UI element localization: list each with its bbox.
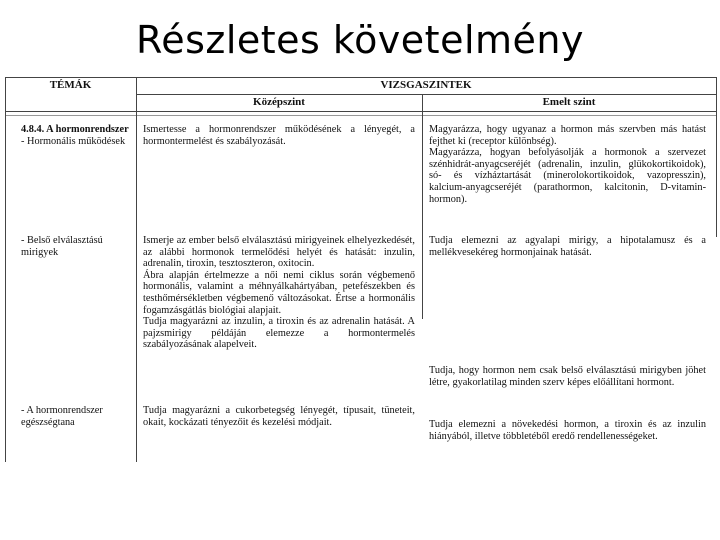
row1-topic-heading: 4.8.4. A hormonrendszer <box>21 124 129 135</box>
row1-emelt-p2: Magyarázza, hogyan befolyásolják a hormonok a szervezet szénhidrát-anyagcseréjét (adrenalin, inzulin, glükokortikoidok), só- és vízháztartását (minerolokortikoidok, vazopresszin), kalcium-anyagcseréjét (parathormon, kalcitonin, D-vitamin-hormon). <box>429 147 706 205</box>
header-temak: TÉMÁK <box>49 79 92 91</box>
right-border <box>716 77 717 237</box>
header-emelt-szint: Emelt szint <box>542 96 596 108</box>
row3-kozep: Tudja magyarázni a cukorbetegség lényegét, típusait, tüneteit, okait, kockázati tényezőit és kezelési módjait. <box>143 405 415 428</box>
left-border <box>5 77 6 462</box>
row3-topic: - A hormonrendszer egészségtana <box>21 405 103 428</box>
row3-emelt: Tudja elemezni a növekedési hormon, a tiroxin és az inzulin hiányából, illetve többletéből eredő rendellenességeket. <box>429 419 706 442</box>
row1-topic-sub: - Hormonális működések <box>21 135 126 147</box>
row2-kozep-p1: Ismerje az ember belső elválasztású mirigyeinek elhelyezkedését, az alábbi hormonok termelődési helyét és hatását: inzulin, adrenalin, tiroxin, tesztoszteron, oxitocin. <box>143 235 415 270</box>
row1-emelt-p1: Magyarázza, hogy ugyanaz a hormon más szervben más hatást fejthet ki (receptor különbség). <box>429 124 706 147</box>
header-vizsgaszintek: VIZSGASZINTEK <box>380 79 472 91</box>
row2-topic: - Belső elválasztású mirigyek <box>21 235 103 258</box>
row2-kozep-p3: Tudja magyarázni az inzulin, a tiroxin és az adrenalin hatását. A pajzsmirigy példáján elemezze a hormontermelés szabályozásának alapelveit. <box>143 316 415 351</box>
subheader-bottom-border <box>5 115 716 116</box>
header-divider <box>136 94 716 95</box>
col-divider-1 <box>136 77 137 462</box>
row1-topic <box>21 124 131 147</box>
table-top-border <box>5 77 716 78</box>
row2-kozep-p2: Ábra alapján értelmezze a női nemi ciklus során végbemenő hormonális, valamint a méhnyálkahártyában, petefészekben és testhőmérsékletben végbemenő változásokat. Értse a hormonális fogamzásgátlás biológiai alapjait. <box>143 269 415 316</box>
row2-emelt-2: Tudja, hogy hormon nem csak belső elválasztású mirigyben jöhet létre, gyakorlatilag minden szerv képes előállítani hormont. <box>429 365 706 388</box>
page-title: Részletes követelmény <box>136 18 584 62</box>
header-kozepszint: Középszint <box>253 96 305 108</box>
col-divider-2 <box>422 94 423 319</box>
requirements-table <box>5 77 717 462</box>
header-bottom-border <box>5 111 716 112</box>
row1-emelt <box>429 124 706 205</box>
row2-kozep <box>143 235 415 351</box>
row1-kozep: Ismertesse a hormonrendszer működésének a lényegét, a hormontermelést és szabályozását. <box>143 124 415 147</box>
row2-emelt-1: Tudja elemezni az agyalapi mirigy, a hipotalamusz és a mellékvesekéreg hormonjainak hatását. <box>429 235 706 258</box>
